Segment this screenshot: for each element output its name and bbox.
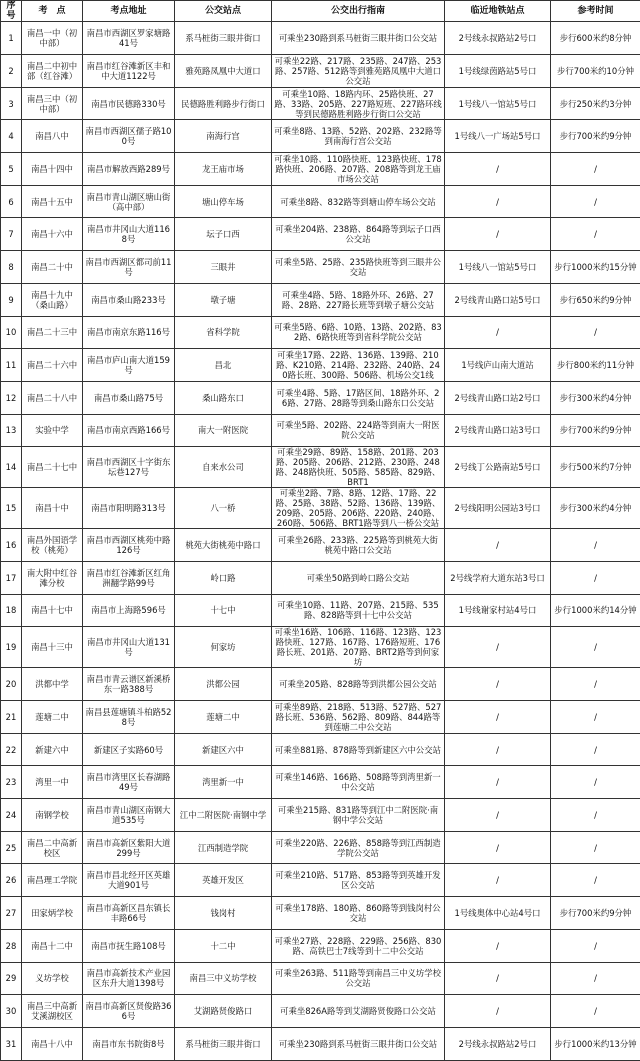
cell-bus-guide: 可乘坐29路、89路、158路、201路、203路、205路、206路、212路、230路、248路、248路快班、505路、585路、829路、BRT1 xyxy=(272,447,445,488)
cell-bus-stop: 南大一附医院 xyxy=(175,414,272,447)
table-row xyxy=(1,799,640,832)
cell-exam-site: 南昌一中（初中部） xyxy=(22,22,83,55)
cell-bus-guide: 可乘坐4路、5路、17路区间、18路外环、26路、27路、28路等到桑山路东口公交站 xyxy=(272,381,445,414)
cell-exam-site: 莲塘二中 xyxy=(22,701,83,734)
cell-bus-guide: 可乘坐826A路等到艾湖路贤俊路口公交站 xyxy=(272,995,445,1028)
cell-bus-stop: 英雄开发区 xyxy=(175,864,272,897)
cell-address: 南昌市青山湖区塘山街（高中部） xyxy=(83,185,175,218)
cell-metro-station: / xyxy=(445,995,551,1028)
cell-index: 23 xyxy=(1,766,22,799)
cell-metro-station: 2号线阳明公园站3号口 xyxy=(445,488,551,529)
cell-bus-stop: 塘山停车场 xyxy=(175,185,272,218)
table-row xyxy=(1,218,640,251)
cell-index: 28 xyxy=(1,929,22,962)
cell-reference-time: 步行700米约9分钟 xyxy=(551,414,640,447)
table-row xyxy=(1,251,640,284)
cell-exam-site: 南昌十七中 xyxy=(22,594,83,627)
cell-address: 南昌市西湖区桃苑中路126号 xyxy=(83,529,175,562)
cell-exam-site: 南昌二十七中 xyxy=(22,447,83,488)
cell-address: 南昌市上海路596号 xyxy=(83,594,175,627)
header-reference-time: 参考时间 xyxy=(551,1,640,22)
cell-address: 南昌市西湖区都司前11号 xyxy=(83,251,175,284)
cell-index: 27 xyxy=(1,897,22,930)
cell-reference-time: / xyxy=(551,733,640,766)
cell-exam-site: 南昌十五中 xyxy=(22,185,83,218)
cell-address: 南昌市抚生路108号 xyxy=(83,929,175,962)
cell-metro-station: / xyxy=(445,185,551,218)
cell-address: 南昌市桑山路75号 xyxy=(83,381,175,414)
header-index: 序号 xyxy=(1,1,22,22)
cell-exam-site: 南昌三中高新艾溪湖校区 xyxy=(22,995,83,1028)
cell-bus-guide: 可乘坐17路、22路、136路、139路、210路、K210路、214路、232路、240路、240路长班、300路、506路、机场公交1线 xyxy=(272,349,445,382)
cell-index: 12 xyxy=(1,381,22,414)
cell-bus-guide: 可乘坐220路、226路、858路等到江西制造学院公交站 xyxy=(272,831,445,864)
cell-metro-station: / xyxy=(445,864,551,897)
cell-exam-site: 南昌十八中 xyxy=(22,1027,83,1060)
cell-bus-guide: 可乘坐146路、166路、508路等到湾里新一中公交站 xyxy=(272,766,445,799)
cell-address: 南昌县莲塘镇斗柏路528号 xyxy=(83,701,175,734)
cell-bus-guide: 可乘坐50路到岭口路公交站 xyxy=(272,561,445,594)
cell-bus-guide: 可乘坐5路、25路、235路快班等到三眼井公交站 xyxy=(272,251,445,284)
cell-bus-stop: 新建区六中 xyxy=(175,733,272,766)
cell-index: 20 xyxy=(1,668,22,701)
cell-reference-time: / xyxy=(551,831,640,864)
cell-bus-guide: 可乘坐26路、233路、225路等到桃苑大街桃苑中路口公交站 xyxy=(272,529,445,562)
cell-metro-station: 2号线学府大道东站3号口 xyxy=(445,561,551,594)
cell-exam-site: 新建六中 xyxy=(22,733,83,766)
cell-address: 南昌市庐山南大道159号 xyxy=(83,349,175,382)
cell-metro-station: / xyxy=(445,316,551,349)
cell-index: 29 xyxy=(1,962,22,995)
cell-reference-time: 步行1000米约14分钟 xyxy=(551,594,640,627)
cell-index: 13 xyxy=(1,414,22,447)
cell-exam-site: 南昌十中 xyxy=(22,488,83,529)
table-row xyxy=(1,316,640,349)
cell-bus-stop: 湾里新一中 xyxy=(175,766,272,799)
table-row xyxy=(1,668,640,701)
cell-bus-stop: 江西制造学院 xyxy=(175,831,272,864)
cell-metro-station: 1号线八一广场站5号口 xyxy=(445,120,551,153)
header-exam-site: 考 点 xyxy=(22,1,83,22)
cell-exam-site: 南昌三中（初中部） xyxy=(22,87,83,120)
cell-exam-site: 南昌二中高新校区 xyxy=(22,831,83,864)
cell-reference-time: 步行300米约4分钟 xyxy=(551,488,640,529)
cell-bus-guide: 可乘坐204路、238路、864路等到坛子口西公交站 xyxy=(272,218,445,251)
table-body xyxy=(1,22,640,1061)
table-row xyxy=(1,283,640,316)
cell-address: 南昌市西湖区孺子路100号 xyxy=(83,120,175,153)
cell-exam-site: 南昌二十六中 xyxy=(22,349,83,382)
cell-index: 21 xyxy=(1,701,22,734)
cell-metro-station: 1号线绿茵路站5号口 xyxy=(445,55,551,88)
cell-address: 南昌市高新技术产业园区东升大道1398号 xyxy=(83,962,175,995)
cell-metro-station: / xyxy=(445,218,551,251)
cell-exam-site: 南昌八中 xyxy=(22,120,83,153)
cell-reference-time: 步行300米约4分钟 xyxy=(551,381,640,414)
cell-address: 南昌市高新区昌东镇长丰路66号 xyxy=(83,897,175,930)
cell-bus-stop: 桑山路东口 xyxy=(175,381,272,414)
cell-index: 26 xyxy=(1,864,22,897)
cell-index: 30 xyxy=(1,995,22,1028)
table-row xyxy=(1,447,640,488)
cell-bus-guide: 可乘坐10路、11路、207路、215路、535路、828路等到十七中公交站 xyxy=(272,594,445,627)
cell-bus-stop: 雅苑路凤凰中大道口 xyxy=(175,55,272,88)
cell-bus-guide: 可乘坐8路、13路、52路、202路、232路等到南海行宫公交站 xyxy=(272,120,445,153)
cell-bus-stop: 十二中 xyxy=(175,929,272,962)
cell-address: 南昌市西湖区罗家塘路41号 xyxy=(83,22,175,55)
cell-bus-stop: 江中二附医院·南钢中学 xyxy=(175,799,272,832)
cell-index: 19 xyxy=(1,627,22,668)
cell-index: 14 xyxy=(1,447,22,488)
table-row xyxy=(1,55,640,88)
cell-bus-stop: 岭口路 xyxy=(175,561,272,594)
cell-bus-stop: 民德路胜利路步行街口 xyxy=(175,87,272,120)
cell-index: 7 xyxy=(1,218,22,251)
cell-metro-station: 1号线八一馆站5号口 xyxy=(445,87,551,120)
cell-metro-station: 1号线奥体中心站4号口 xyxy=(445,897,551,930)
cell-metro-station: 2号线青山路口站5号口 xyxy=(445,283,551,316)
cell-bus-stop: 八一桥 xyxy=(175,488,272,529)
cell-exam-site: 南大附中红谷滩分校 xyxy=(22,561,83,594)
cell-address: 南昌市阳明路313号 xyxy=(83,488,175,529)
cell-bus-stop: 自来水公司 xyxy=(175,447,272,488)
table-row xyxy=(1,897,640,930)
cell-index: 25 xyxy=(1,831,22,864)
cell-reference-time: / xyxy=(551,864,640,897)
cell-index: 5 xyxy=(1,153,22,186)
table-row xyxy=(1,594,640,627)
cell-bus-stop: 墩子塘 xyxy=(175,283,272,316)
table-row xyxy=(1,733,640,766)
header-bus-stop: 公交站点 xyxy=(175,1,272,22)
cell-address: 南昌市民德路330号 xyxy=(83,87,175,120)
cell-reference-time: / xyxy=(551,561,640,594)
cell-bus-guide: 可乘坐89路、218路、513路、527路、527路长班、536路、562路、809路、844路等到莲塘二中公交站 xyxy=(272,701,445,734)
cell-address: 南昌市青山湖区南钢大道535号 xyxy=(83,799,175,832)
cell-bus-guide: 可乘坐230路到系马桩街三眼井街口公交站 xyxy=(272,1027,445,1060)
table-row xyxy=(1,995,640,1028)
cell-metro-station: / xyxy=(445,929,551,962)
cell-address: 南昌市井冈山大道1168号 xyxy=(83,218,175,251)
cell-address: 南昌市高新区贤俊路366号 xyxy=(83,995,175,1028)
cell-index: 10 xyxy=(1,316,22,349)
cell-bus-guide: 可乘坐22路、217路、235路、247路、253路、257路、512路等到雅苑路凤凰中大道口公交站 xyxy=(272,55,445,88)
cell-bus-guide: 可乘坐27路、228路、229路、256路、830路、高铁巴士7线等到十二中公交站 xyxy=(272,929,445,962)
cell-reference-time: / xyxy=(551,627,640,668)
header-bus-guide: 公交出行指南 xyxy=(272,1,445,22)
cell-metro-station: / xyxy=(445,733,551,766)
cell-exam-site: 田家炳学校 xyxy=(22,897,83,930)
cell-metro-station: / xyxy=(445,529,551,562)
table-row xyxy=(1,22,640,55)
cell-metro-station: / xyxy=(445,153,551,186)
table-row xyxy=(1,349,640,382)
cell-address: 南昌市南京东路116号 xyxy=(83,316,175,349)
table-row xyxy=(1,120,640,153)
cell-metro-station: 1号线八一馆站5号口 xyxy=(445,251,551,284)
table-row xyxy=(1,962,640,995)
cell-reference-time: 步行650米约9分钟 xyxy=(551,283,640,316)
cell-address: 南昌市解放西路289号 xyxy=(83,153,175,186)
cell-index: 8 xyxy=(1,251,22,284)
cell-address: 南昌市南京西路166号 xyxy=(83,414,175,447)
table-row xyxy=(1,488,640,529)
cell-bus-stop: 桃苑大街桃苑中路口 xyxy=(175,529,272,562)
cell-index: 4 xyxy=(1,120,22,153)
cell-exam-site: 南昌二十三中 xyxy=(22,316,83,349)
cell-bus-stop: 艾湖路贤俊路口 xyxy=(175,995,272,1028)
cell-address: 南昌市青云谱区新溪桥东一路388号 xyxy=(83,668,175,701)
cell-metro-station: 1号线庐山南大道站 xyxy=(445,349,551,382)
cell-exam-site: 南昌理工学院 xyxy=(22,864,83,897)
table-row xyxy=(1,87,640,120)
cell-bus-stop: 系马桩街三眼井街口 xyxy=(175,1027,272,1060)
cell-bus-stop: 昌北 xyxy=(175,349,272,382)
cell-address: 新建区子实路60号 xyxy=(83,733,175,766)
table-row xyxy=(1,561,640,594)
cell-bus-stop: 莲塘二中 xyxy=(175,701,272,734)
table-row xyxy=(1,153,640,186)
cell-bus-guide: 可乘坐16路、106路、116路、123路、123路快班、127路、167路、176路短班、176路长班、201路、207路、BRT2路等到何家坊 xyxy=(272,627,445,668)
cell-metro-station: / xyxy=(445,701,551,734)
cell-index: 24 xyxy=(1,799,22,832)
cell-reference-time: / xyxy=(551,766,640,799)
cell-reference-time: / xyxy=(551,701,640,734)
cell-exam-site: 南昌十三中 xyxy=(22,627,83,668)
cell-reference-time: 步行600米约8分钟 xyxy=(551,22,640,55)
cell-bus-stop: 洪都公园 xyxy=(175,668,272,701)
cell-reference-time: 步行700米约10分钟 xyxy=(551,55,640,88)
cell-index: 1 xyxy=(1,22,22,55)
cell-metro-station: 1号线谢家村站4号口 xyxy=(445,594,551,627)
cell-reference-time: 步行700米约9分钟 xyxy=(551,120,640,153)
cell-exam-site: 南昌二中初中部（红谷滩） xyxy=(22,55,83,88)
cell-metro-station: 2号线丁公路南站5号口 xyxy=(445,447,551,488)
cell-bus-guide: 可乘坐5路、202路、224路等到南大一附医院公交站 xyxy=(272,414,445,447)
header-row xyxy=(1,1,640,22)
cell-address: 南昌市东书院街8号 xyxy=(83,1027,175,1060)
cell-bus-guide: 可乘坐215路、831路等到江中二附医院·南钢中学公交站 xyxy=(272,799,445,832)
cell-address: 南昌市昌北经开区英雄大道901号 xyxy=(83,864,175,897)
cell-exam-site: 南钢学校 xyxy=(22,799,83,832)
cell-bus-guide: 可乘坐881路、878路等到新建区六中公交站 xyxy=(272,733,445,766)
cell-index: 6 xyxy=(1,185,22,218)
cell-address: 南昌市红谷滩新区红角洲翻学路99号 xyxy=(83,561,175,594)
cell-index: 22 xyxy=(1,733,22,766)
cell-reference-time: / xyxy=(551,962,640,995)
table-row xyxy=(1,766,640,799)
cell-bus-stop: 坛子口西 xyxy=(175,218,272,251)
cell-index: 15 xyxy=(1,488,22,529)
cell-bus-stop: 何家坊 xyxy=(175,627,272,668)
table-row xyxy=(1,414,640,447)
table-row xyxy=(1,701,640,734)
cell-exam-site: 南昌十四中 xyxy=(22,153,83,186)
cell-metro-station: / xyxy=(445,831,551,864)
cell-address: 南昌市高新区紫阳大道299号 xyxy=(83,831,175,864)
cell-bus-stop: 省科学院 xyxy=(175,316,272,349)
cell-bus-guide: 可乘坐5路、6路、10路、13路、202路、832路、6路快班等到省科学院公交站 xyxy=(272,316,445,349)
cell-exam-site: 南昌十二中 xyxy=(22,929,83,962)
cell-reference-time: / xyxy=(551,316,640,349)
cell-index: 31 xyxy=(1,1027,22,1060)
cell-bus-stop: 南昌三中义坊学校 xyxy=(175,962,272,995)
cell-metro-station: / xyxy=(445,668,551,701)
table-row xyxy=(1,627,640,668)
cell-reference-time: 步行250米约3分钟 xyxy=(551,87,640,120)
cell-index: 3 xyxy=(1,87,22,120)
cell-bus-guide: 可乘坐230路到系马桩街三眼井街口公交站 xyxy=(272,22,445,55)
cell-exam-site: 南昌二十中 xyxy=(22,251,83,284)
cell-metro-station: / xyxy=(445,766,551,799)
cell-reference-time: / xyxy=(551,185,640,218)
cell-bus-stop: 十七中 xyxy=(175,594,272,627)
header-metro-station: 临近地铁站点 xyxy=(445,1,551,22)
cell-index: 16 xyxy=(1,529,22,562)
cell-reference-time: / xyxy=(551,995,640,1028)
cell-bus-guide: 可乘坐263路、511路等到南昌三中义坊学校公交站 xyxy=(272,962,445,995)
cell-index: 2 xyxy=(1,55,22,88)
cell-bus-guide: 可乘坐2路、7路、8路、12路、17路、22路、25路、38路、52路、136路、139路、209路、205路、206路、220路、240路、260路、506路、BRT1路等到八一桥公交站 xyxy=(272,488,445,529)
cell-exam-site: 湾里一中 xyxy=(22,766,83,799)
cell-exam-site: 洪都中学 xyxy=(22,668,83,701)
cell-bus-guide: 可乘坐210路、517路、853路等到英雄开发区公交站 xyxy=(272,864,445,897)
cell-reference-time: 步行500米约7分钟 xyxy=(551,447,640,488)
cell-index: 17 xyxy=(1,561,22,594)
cell-reference-time: / xyxy=(551,153,640,186)
cell-bus-stop: 南海行宫 xyxy=(175,120,272,153)
cell-exam-site: 南昌二十八中 xyxy=(22,381,83,414)
cell-bus-guide: 可乘坐205路、828路等到洪都公园公交站 xyxy=(272,668,445,701)
cell-exam-site: 南昌外国语学校（桃苑） xyxy=(22,529,83,562)
table-row xyxy=(1,929,640,962)
cell-bus-stop: 三眼井 xyxy=(175,251,272,284)
table-row xyxy=(1,1027,640,1060)
table-row xyxy=(1,831,640,864)
cell-metro-station: / xyxy=(445,799,551,832)
cell-bus-stop: 龙王庙市场 xyxy=(175,153,272,186)
cell-index: 9 xyxy=(1,283,22,316)
cell-metro-station: 2号线青山路口站3号口 xyxy=(445,414,551,447)
cell-address: 南昌市西湖区十字街东坛巷127号 xyxy=(83,447,175,488)
cell-index: 11 xyxy=(1,349,22,382)
cell-reference-time: 步行800米约11分钟 xyxy=(551,349,640,382)
cell-metro-station: 2号线青山路口站2号口 xyxy=(445,381,551,414)
cell-bus-guide: 可乘坐4路、5路、18路外环、26路、27路、28路、227路长班等到墩子塘公交站 xyxy=(272,283,445,316)
cell-bus-stop: 钱岗村 xyxy=(175,897,272,930)
cell-index: 18 xyxy=(1,594,22,627)
cell-reference-time: / xyxy=(551,218,640,251)
cell-address: 南昌市桑山路233号 xyxy=(83,283,175,316)
cell-address: 南昌市井冈山大道131号 xyxy=(83,627,175,668)
table-row xyxy=(1,381,640,414)
cell-reference-time: / xyxy=(551,799,640,832)
cell-reference-time: / xyxy=(551,529,640,562)
cell-metro-station: / xyxy=(445,962,551,995)
cell-address: 南昌市湾里区长春湖路49号 xyxy=(83,766,175,799)
header-address: 考点地址 xyxy=(83,1,175,22)
cell-address: 南昌市红谷滩新区丰和中大道1122号 xyxy=(83,55,175,88)
cell-reference-time: / xyxy=(551,668,640,701)
cell-exam-site: 义坊学校 xyxy=(22,962,83,995)
cell-reference-time: 步行1000米约13分钟 xyxy=(551,1027,640,1060)
cell-metro-station: 2号线永叔路站2号口 xyxy=(445,22,551,55)
cell-metro-station: / xyxy=(445,627,551,668)
cell-bus-guide: 可乘坐178路、180路、860路等到钱岗村公交站 xyxy=(272,897,445,930)
table-row xyxy=(1,864,640,897)
cell-reference-time: 步行1000米约15分钟 xyxy=(551,251,640,284)
cell-bus-guide: 可乘坐8路、832路等到塘山停车场公交站 xyxy=(272,185,445,218)
cell-bus-guide: 可乘坐10路、110路快班、123路快班、178路快班、206路、207路、208路等到龙王庙市场公交站 xyxy=(272,153,445,186)
cell-exam-site: 南昌十九中（桑山路） xyxy=(22,283,83,316)
cell-bus-stop: 系马桩街三眼井街口 xyxy=(175,22,272,55)
table-row xyxy=(1,185,640,218)
cell-exam-site: 南昌十六中 xyxy=(22,218,83,251)
cell-exam-site: 实验中学 xyxy=(22,414,83,447)
table-row xyxy=(1,529,640,562)
cell-reference-time: / xyxy=(551,929,640,962)
cell-reference-time: 步行700米约9分钟 xyxy=(551,897,640,930)
cell-metro-station: 2号线永叔路站2号口 xyxy=(445,1027,551,1060)
cell-bus-guide: 可乘坐10路、18路内环、25路快班、27路、33路、205路、227路短班、227路环线等到民德路胜利路步行街口公交站 xyxy=(272,87,445,120)
